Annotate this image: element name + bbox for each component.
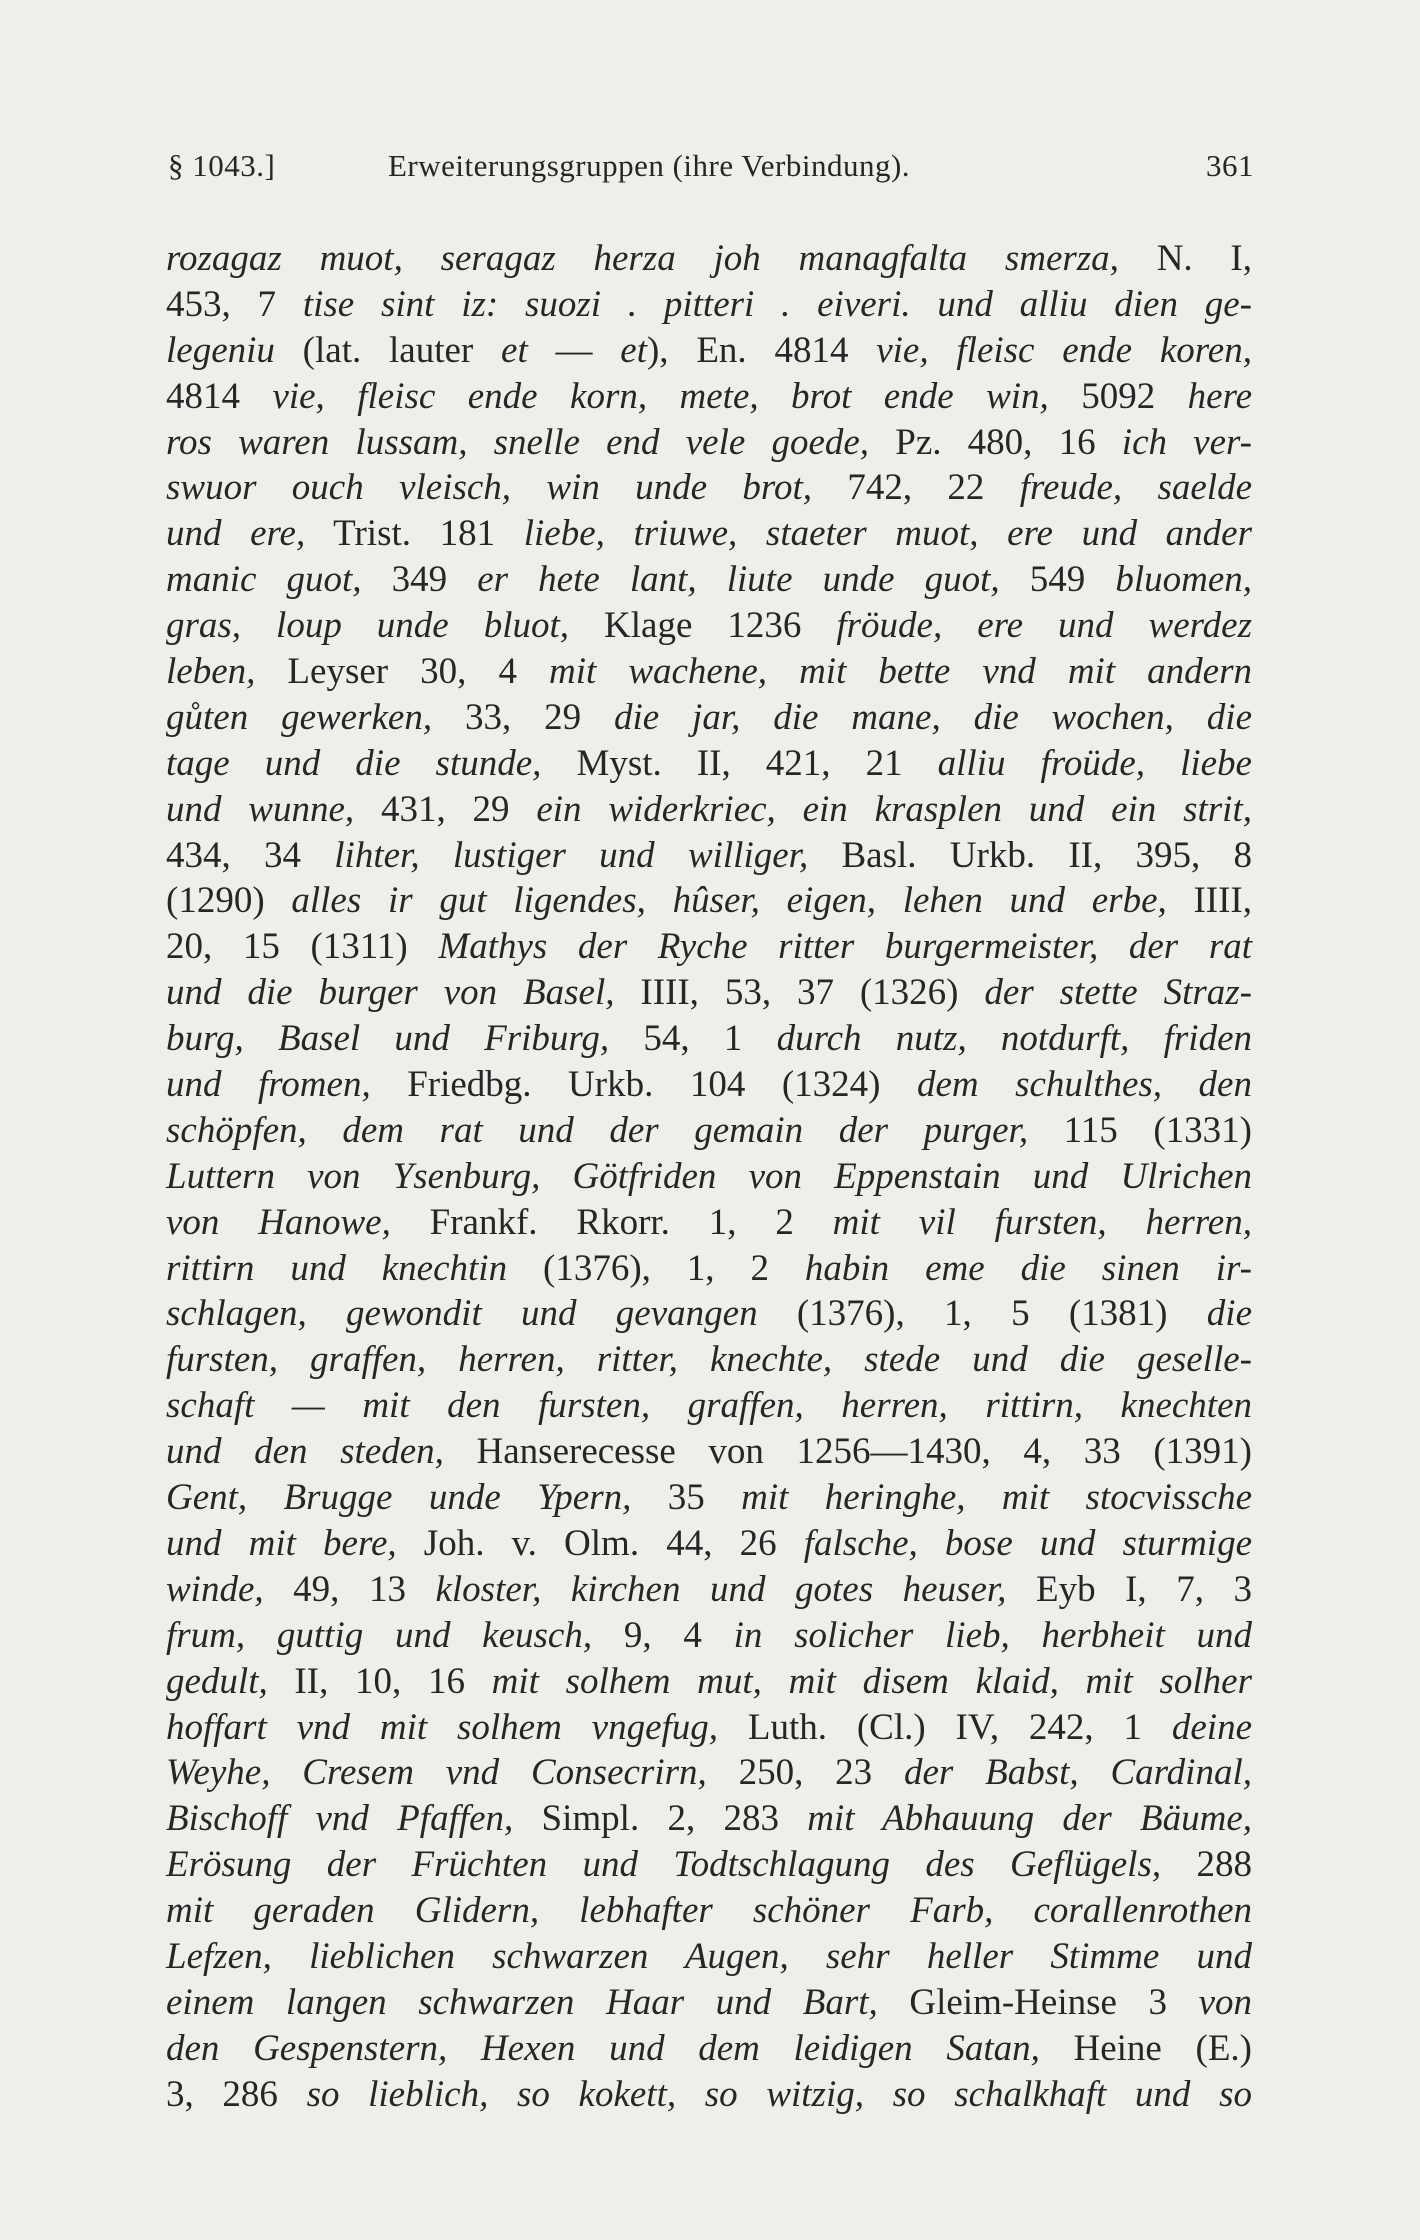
text-line xyxy=(166,1337,1252,1383)
citation-text: 288 xyxy=(1161,1844,1253,1886)
italic-quotation: et xyxy=(501,329,528,371)
citation-text: 3, 286 xyxy=(166,2073,307,2115)
text-line xyxy=(166,1383,1252,1429)
italic-quotation: leben, xyxy=(166,651,256,693)
text-line xyxy=(166,1934,1252,1980)
text-line xyxy=(166,1980,1252,2026)
italic-quotation: Erösung der Früchten und Todtschlagung des Geflügels, xyxy=(166,1844,1162,1886)
italic-quotation: mit wachene, mit bette vnd mit andern xyxy=(549,651,1252,693)
italic-quotation: und wunne, xyxy=(166,788,355,830)
italic-quotation: here xyxy=(1187,375,1253,417)
italic-quotation: legeniu xyxy=(166,329,275,371)
text-line xyxy=(166,603,1252,649)
running-title: Erweiterungsgruppen (ihre Verbindung). xyxy=(388,148,911,183)
text-line xyxy=(166,420,1252,466)
text-line xyxy=(166,1246,1252,1292)
italic-quotation: lihter, lustiger und williger, xyxy=(334,834,809,876)
text-line xyxy=(166,1062,1252,1108)
italic-quotation: schaft — mit den fursten, graffen, herren, rittirn, knechten xyxy=(166,1385,1252,1427)
italic-quotation: burg, Basel und Friburg, xyxy=(166,1018,610,1060)
italic-quotation: Bischoff vnd Pfaffen, xyxy=(166,1798,514,1840)
citation-text: — xyxy=(527,329,621,371)
text-line xyxy=(166,1888,1252,1934)
text-line xyxy=(166,1429,1252,1475)
italic-quotation: vie, fleisc ende korn, mete, brot ende win, xyxy=(272,375,1049,417)
italic-quotation: manic guot, xyxy=(166,559,362,601)
text-line xyxy=(166,1842,1252,1888)
section-reference: § 1043.] xyxy=(168,148,276,183)
italic-quotation: bluomen, xyxy=(1115,559,1253,601)
italic-quotation: schlagen, gewondit und gevangen xyxy=(166,1293,758,1335)
text-line xyxy=(166,374,1252,420)
italic-quotation: der stette Straz- xyxy=(984,972,1252,1014)
italic-quotation: tage und die stunde, xyxy=(166,742,542,784)
italic-quotation: Weyhe, Cresem vnd Consecrirn, xyxy=(166,1752,707,1794)
citation-text: Joh. v. Olm. 44, 26 xyxy=(396,1522,804,1564)
text-line xyxy=(166,1521,1252,1567)
italic-quotation: tise sint iz: suozi . pitteri . eiveri. und alliu dien ge- xyxy=(302,283,1252,325)
italic-quotation: mit vil fursten, herren, xyxy=(832,1201,1252,1243)
citation-text: 54, 1 xyxy=(609,1018,777,1060)
citation-text: IIII, xyxy=(1166,880,1252,922)
citation-text: Klage 1236 xyxy=(569,605,837,647)
citation-text: 4814 xyxy=(166,375,273,417)
citation-text: (1376), 1, 5 (1381) xyxy=(757,1293,1207,1335)
text-line xyxy=(166,236,1252,282)
text-line xyxy=(166,557,1252,603)
italic-quotation: liebe, triuwe, staeter muot, ere und ander xyxy=(523,513,1252,555)
italic-quotation: schöpfen, dem rat und der gemain der purger, xyxy=(166,1109,1029,1151)
italic-quotation: swuor ouch vleisch, win unde brot, xyxy=(166,467,812,509)
citation-text: 5092 xyxy=(1048,375,1188,417)
text-line xyxy=(166,1016,1252,1062)
text-line xyxy=(166,2026,1252,2072)
italic-quotation: mit Abhauung der Bäume, xyxy=(807,1798,1252,1840)
citation-text: Leyser 30, 4 xyxy=(255,651,549,693)
text-line xyxy=(166,649,1252,695)
italic-quotation: rittirn und knechtin xyxy=(166,1247,508,1289)
italic-quotation: gedult, xyxy=(166,1660,268,1702)
text-line xyxy=(166,1567,1252,1613)
italic-quotation: fröude, ere und werdez xyxy=(836,605,1252,647)
italic-quotation: frum, guttig und keusch, xyxy=(166,1614,593,1656)
italic-quotation: habin eme die sinen ir- xyxy=(804,1247,1252,1289)
citation-text: Basl. Urkb. II, 395, 8 xyxy=(808,834,1253,876)
citation-text: 9, 4 xyxy=(592,1614,734,1656)
text-line xyxy=(166,2072,1252,2118)
italic-quotation: die xyxy=(1206,1293,1252,1335)
italic-quotation: ros waren lussam, snelle end vele goede, xyxy=(166,421,870,463)
citation-text: 35 xyxy=(631,1477,742,1519)
italic-quotation: kloster, kirchen und gotes heuser, xyxy=(435,1568,1007,1610)
italic-quotation: dem schulthes, den xyxy=(916,1064,1252,1106)
text-line xyxy=(166,1796,1252,1842)
text-line xyxy=(166,1705,1252,1751)
citation-text: Luth. (Cl.) IV, 242, 1 xyxy=(718,1706,1172,1748)
italic-quotation: Lefzen, lieblichen schwarzen Augen, sehr heller Stimme und xyxy=(166,1935,1252,1977)
citation-text: 20, 15 (1311) xyxy=(166,926,439,968)
citation-text: 453, 7 xyxy=(166,283,303,325)
italic-quotation: fursten, graffen, herren, ritter, knechte, stede und die geselle- xyxy=(166,1339,1252,1381)
citation-text: Pz. 480, 16 xyxy=(869,421,1122,463)
citation-text: Gleim-Heinse 3 xyxy=(877,1981,1199,2023)
body-text xyxy=(166,236,1252,2118)
italic-quotation: freude, saelde xyxy=(1019,467,1252,509)
italic-quotation: gůten gewerken, xyxy=(166,696,433,738)
text-line xyxy=(166,695,1252,741)
text-line xyxy=(166,465,1252,511)
citation-text: 250, 23 xyxy=(706,1752,904,1794)
text-line xyxy=(166,1200,1252,1246)
italic-quotation: von Hanowe, xyxy=(166,1201,391,1243)
citation-text: 431, 29 xyxy=(354,788,537,830)
italic-quotation: et xyxy=(620,329,647,371)
citation-text: Simpl. 2, 283 xyxy=(513,1798,808,1840)
text-line xyxy=(166,1475,1252,1521)
citation-text: 549 xyxy=(999,559,1116,601)
text-line xyxy=(166,741,1252,787)
italic-quotation: ein widerkriec, ein krasplen und ein strit, xyxy=(536,788,1252,830)
italic-quotation: vie, fleisc ende koren, xyxy=(876,329,1252,371)
italic-quotation: deine xyxy=(1171,1706,1252,1748)
italic-quotation: Gent, Brugge unde Ypern, xyxy=(166,1477,632,1519)
italic-quotation: mit solhem mut, mit disem klaid, mit solher xyxy=(491,1660,1252,1702)
italic-quotation: alles ir gut ligendes, hûser, eigen, lehen und erbe, xyxy=(291,880,1167,922)
italic-quotation: gras, loup unde bluot, xyxy=(166,605,570,647)
citation-text: 349 xyxy=(361,559,478,601)
citation-text: Eyb I, 7, 3 xyxy=(1006,1568,1252,1610)
citation-text: (1376), 1, 2 xyxy=(507,1247,805,1289)
citation-text: Frankf. Rkorr. 1, 2 xyxy=(390,1201,833,1243)
citation-text: IIII, 53, 37 (1326) xyxy=(614,972,985,1014)
italic-quotation: er hete lant, liute unde guot, xyxy=(477,559,1000,601)
italic-quotation: von xyxy=(1198,1981,1253,2023)
italic-quotation: winde, xyxy=(166,1568,264,1610)
italic-quotation: so lieblich, so kokett, so witzig, so schalkhaft und so xyxy=(306,2073,1252,2115)
citation-text: Hanserecesse von 1256—1430, 4, 33 (1391) xyxy=(443,1431,1252,1473)
text-line xyxy=(166,1154,1252,1200)
italic-quotation: Luttern von Ysenburg, Götfriden von Eppenstain und Ulrichen xyxy=(166,1155,1252,1197)
italic-quotation: mit geraden Glidern, lebhafter schöner Farb, corallenrothen xyxy=(166,1890,1252,1932)
italic-quotation: der Babst, Cardinal, xyxy=(903,1752,1252,1794)
citation-text: 115 (1331) xyxy=(1028,1109,1252,1151)
italic-quotation: Mathys der Ryche ritter burgermeister, der rat xyxy=(438,926,1252,968)
text-line xyxy=(166,787,1252,833)
text-line xyxy=(166,328,1252,374)
citation-text: 742, 22 xyxy=(811,467,1020,509)
page-number: 361 xyxy=(1206,148,1254,183)
italic-quotation: die jar, die mane, die wochen, die xyxy=(613,696,1252,738)
italic-quotation: ich ver- xyxy=(1121,421,1253,463)
italic-quotation: und die burger von Basel, xyxy=(166,972,615,1014)
italic-quotation: mit heringhe, mit stocvissche xyxy=(741,1477,1252,1519)
citation-text: (1290) xyxy=(166,880,292,922)
text-line xyxy=(166,282,1252,328)
text-line xyxy=(166,511,1252,557)
italic-quotation: und ere, xyxy=(166,513,306,555)
text-line xyxy=(166,878,1252,924)
text-line xyxy=(166,1291,1252,1337)
citation-text: II, 10, 16 xyxy=(267,1660,492,1702)
citation-text: (lat. lauter xyxy=(274,329,502,371)
italic-quotation: rozagaz muot, seragaz herza joh managfalta smerza, xyxy=(166,238,1119,279)
citation-text: Heine (E.) xyxy=(1039,2027,1252,2069)
text-line xyxy=(166,924,1252,970)
italic-quotation: und den steden, xyxy=(166,1431,444,1473)
citation-text: Trist. 181 xyxy=(305,513,524,555)
italic-quotation: und fromen, xyxy=(166,1064,371,1106)
text-line xyxy=(166,1108,1252,1154)
italic-quotation: hoffart vnd mit solhem vngefug, xyxy=(166,1706,719,1748)
citation-text: N. I, xyxy=(1118,238,1253,279)
italic-quotation: falsche, bose und sturmige xyxy=(803,1522,1253,1564)
citation-text: 33, 29 xyxy=(432,696,614,738)
italic-quotation: einem langen schwarzen Haar und Bart, xyxy=(166,1981,878,2023)
citation-text: 49, 13 xyxy=(263,1568,436,1610)
citation-text: 434, 34 xyxy=(166,834,335,876)
text-line xyxy=(166,970,1252,1016)
text-line xyxy=(166,833,1252,879)
italic-quotation: in solicher lieb, herbheit und xyxy=(733,1614,1253,1656)
text-line xyxy=(166,1659,1252,1705)
text-line xyxy=(166,1750,1252,1796)
italic-quotation: den Gespenstern, Hexen und dem leidigen Satan, xyxy=(166,2027,1040,2069)
italic-quotation: und mit bere, xyxy=(166,1522,397,1564)
text-line xyxy=(166,1613,1252,1659)
citation-text: Myst. II, 421, 21 xyxy=(541,742,938,784)
italic-quotation: durch nutz, notdurft, friden xyxy=(776,1018,1252,1060)
italic-quotation: alliu froüde, liebe xyxy=(937,742,1252,784)
citation-text: ), En. 4814 xyxy=(646,329,877,371)
citation-text: Friedbg. Urkb. 104 (1324) xyxy=(370,1064,917,1106)
